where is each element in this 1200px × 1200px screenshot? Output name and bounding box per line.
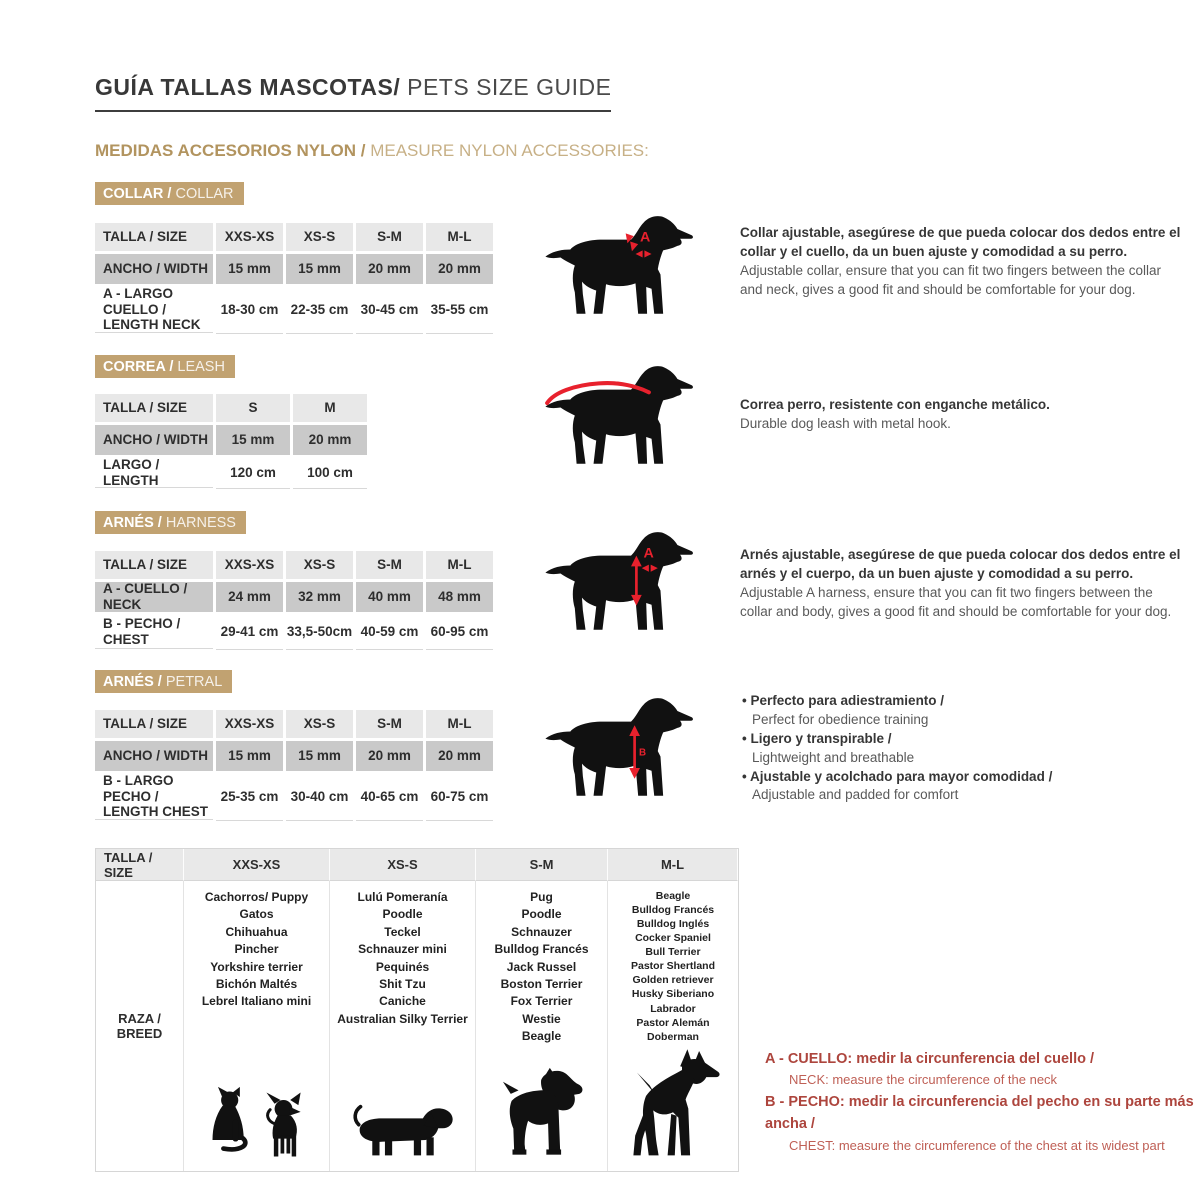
petral-badge-en: PETRAL (165, 674, 223, 690)
breed-item: Teckel (384, 924, 421, 939)
table-cell: ANCHO / WIDTH (95, 741, 213, 771)
table-cell: TALLA / SIZE (95, 394, 213, 422)
table-cell: M (293, 394, 367, 422)
breed-item: Boston Terrier (500, 976, 583, 991)
breed-item: Golden retriever (632, 974, 714, 987)
breed-header-xxs-xs: XXS-XS (184, 849, 330, 881)
table-cell: 25-35 cm (216, 774, 283, 821)
collar-description-en: Adjustable collar, ensure that you can fit two fingers between the collar and neck, gives a good fit and should be comfortable for your dog. (740, 262, 1161, 297)
note-b-en: CHEST: measure the circumference of the chest at its widest part (789, 1137, 1165, 1153)
note-a-en: NECK: measure the circumference of the neck (789, 1072, 1058, 1088)
s-m-silhouettes (496, 1065, 588, 1161)
table-cell: XS-S (286, 551, 353, 579)
petral-size-table (95, 710, 493, 821)
harness-badge-en: HARNESS (165, 515, 236, 531)
leash-description-en: Durable dog leash with metal hook. (740, 415, 951, 431)
breed-item: Pastor Alemán (636, 1016, 710, 1029)
breed-item: Fox Terrier (510, 994, 573, 1009)
table-cell: XS-S (286, 710, 353, 738)
note-b-es: B - PECHO: medir la circunferencia del pecho en su parte más ancha / (765, 1093, 1194, 1133)
collar-description-es: Collar ajustable, asegúrese de que pueda colocar dos dedos entre el collar y el cuello, da un buen ajuste y comodidad a su perro. (740, 225, 1181, 259)
note-a-es: A - CUELLO: medir la circunferencia del cuello / (765, 1051, 1095, 1067)
harness-description-en: Adjustable A harness, ensure that you can fit two fingers between the collar and body, gives a good fit and should be comfortable for your dog. (740, 584, 1172, 619)
breed-item: Lulú Pomeranía (357, 890, 448, 904)
breed-item: Schnauzer mini (358, 942, 447, 957)
breed-item: Pincher (234, 942, 279, 957)
collar-annotation-a: A (639, 229, 651, 246)
breed-header-s-m: S-M (476, 849, 608, 881)
leash-description (740, 396, 1185, 434)
leash-description-es: Correa perro, resistente con enganche metálico. (740, 397, 1050, 412)
breed-item: Shit Tzu (379, 976, 426, 991)
table-cell: 100 cm (293, 458, 367, 489)
table-cell: 40-59 cm (356, 615, 423, 650)
table-cell: S-M (356, 223, 423, 251)
table-cell: LARGO / LENGTH (95, 458, 213, 488)
table-cell: XXS-XS (216, 551, 283, 579)
breed-item: Bull Terrier (645, 946, 701, 959)
table-cell: 30-45 cm (356, 287, 423, 334)
harness-annotation-a: A (643, 545, 654, 562)
harness-description-es: Arnés ajustable, asegúrese de que pueda colocar dos dedos entre el arnés y el cuerpo, da un buen ajuste y comodidad a su perro. (740, 547, 1181, 581)
petral-badge (95, 670, 232, 693)
leash-badge-es: CORREA / (103, 359, 174, 375)
cat-icon (200, 1083, 250, 1161)
collar-description (740, 224, 1185, 300)
table-cell: 15 mm (216, 425, 290, 455)
table-cell: 15 mm (286, 254, 353, 284)
table-cell: 30-40 cm (286, 774, 353, 821)
harness-description (740, 546, 1185, 622)
collar-badge (95, 182, 244, 205)
table-cell: A - LARGO CUELLO / LENGTH NECK (95, 287, 213, 333)
breed-item: Beagle (655, 890, 691, 902)
breed-item: Doberman (647, 1030, 699, 1043)
petral-bullet-3-es: • Ajustable y acolchado para mayor comodidad / (742, 768, 1192, 787)
breed-item: Chihuahua (225, 924, 288, 939)
table-row (95, 615, 493, 650)
breed-item: Labrador (650, 1002, 696, 1015)
schnauzer-icon (496, 1065, 588, 1161)
leash-badge-en: LEASH (177, 359, 225, 375)
table-cell: TALLA / SIZE (95, 223, 213, 251)
table-cell: M-L (426, 551, 493, 579)
table-cell: 20 mm (356, 741, 423, 771)
table-cell: M-L (426, 223, 493, 251)
table-row (95, 394, 367, 422)
collar-badge-en: COLLAR (175, 186, 234, 202)
table-cell: S-M (356, 551, 423, 579)
table-cell: 20 mm (293, 425, 367, 455)
table-cell: 32 mm (286, 582, 353, 612)
page-title-es: GUÍA TALLAS MASCOTAS/ (95, 74, 401, 100)
table-cell: XS-S (286, 223, 353, 251)
petral-bullet-2-es: • Ligero y transpirable / (742, 730, 1192, 749)
table-cell: 20 mm (356, 254, 423, 284)
table-cell: 18-30 cm (216, 287, 283, 334)
leash-size-table (95, 394, 367, 489)
table-cell: 29-41 cm (216, 615, 283, 650)
harness-badge (95, 511, 246, 534)
breed-item: Bulldog Francés (631, 904, 715, 917)
table-row (95, 774, 493, 821)
table-cell: 20 mm (426, 254, 493, 284)
table-cell: B - LARGO PECHO / LENGTH CHEST (95, 774, 213, 820)
petral-bullet-1-es: • Perfecto para adiestramiento / (742, 692, 1192, 711)
breed-item: Bulldog Inglés (636, 918, 710, 931)
table-cell: 60-75 cm (426, 774, 493, 821)
xs-s-silhouettes (347, 1101, 459, 1161)
breed-cell-xxs-xs (184, 881, 330, 1171)
breed-item: Schnauzer (511, 924, 572, 939)
petral-annotation-b: B (639, 747, 647, 759)
breed-list-m-l (608, 889, 738, 1044)
breed-cell-s-m (476, 881, 608, 1171)
table-cell: 60-95 cm (426, 615, 493, 650)
breed-item: Cocker Spaniel (635, 932, 711, 945)
page-subtitle-es: MEDIDAS ACCESORIOS NYLON / (95, 141, 366, 160)
breed-item: Cachorros/ Puppy (204, 890, 309, 904)
table-row (95, 582, 493, 612)
collar-size-table (95, 223, 493, 334)
leash-dog-illustration (538, 362, 708, 478)
table-cell: S (216, 394, 290, 422)
table-cell: ANCHO / WIDTH (95, 254, 213, 284)
table-cell: M-L (426, 710, 493, 738)
table-cell: 15 mm (216, 741, 283, 771)
table-cell: 40-65 cm (356, 774, 423, 821)
breed-item: Lebrel Italiano mini (201, 994, 312, 1009)
petral-bullet-2-en: Lightweight and breathable (752, 749, 915, 765)
breed-list-s-m (476, 889, 607, 1046)
measuring-notes (765, 1048, 1200, 1156)
table-cell: TALLA / SIZE (95, 551, 213, 579)
harness-badge-es: ARNÉS / (103, 515, 162, 531)
dachshund-icon (347, 1101, 459, 1161)
table-row (95, 458, 367, 489)
petral-bullet-1-en: Perfect for obedience training (752, 711, 929, 727)
breed-item: Pastor Shertland (630, 960, 716, 973)
table-cell: 20 mm (426, 741, 493, 771)
table-row (95, 425, 367, 455)
table-row (95, 287, 493, 334)
table-cell: 15 mm (216, 254, 283, 284)
breed-item: Westie (522, 1011, 561, 1026)
table-cell: A - CUELLO / NECK (95, 582, 213, 612)
petral-dog-illustration (538, 694, 708, 810)
table-cell: 22-35 cm (286, 287, 353, 334)
collar-badge-es: COLLAR / (103, 186, 172, 202)
breed-item: Poodle (382, 907, 423, 922)
table-cell: 48 mm (426, 582, 493, 612)
breed-item: Pug (530, 890, 553, 904)
table-cell: 33,5-50cm (286, 615, 353, 650)
doberman-icon (619, 1049, 727, 1161)
petral-badge-es: ARNÉS / (103, 674, 162, 690)
table-cell: 24 mm (216, 582, 283, 612)
breed-list-xxs-xs (184, 889, 329, 1011)
page-title-en: PETS SIZE GUIDE (407, 74, 612, 100)
page-title (95, 74, 611, 112)
table-cell: S-M (356, 710, 423, 738)
table-row (95, 741, 493, 771)
table-row (95, 710, 493, 738)
page-subtitle-en: MEASURE NYLON ACCESSORIES: (370, 141, 649, 160)
breed-header-m-l: M-L (608, 849, 738, 881)
leash-badge (95, 355, 235, 378)
xxs-xs-silhouettes (200, 1083, 314, 1161)
m-l-silhouettes (619, 1049, 727, 1161)
breed-table (95, 848, 739, 1172)
breed-item: Pequinés (375, 959, 430, 974)
breed-item: Caniche (379, 994, 426, 1009)
breed-item: Gatos (239, 907, 274, 922)
table-cell: 35-55 cm (426, 287, 493, 334)
breed-header-size: TALLA / SIZE (96, 849, 184, 881)
table-row (95, 223, 493, 251)
breed-item: Bichón Maltés (215, 976, 298, 991)
breed-item: Jack Russel (506, 959, 577, 974)
table-cell: B - PECHO / CHEST (95, 615, 213, 649)
petral-bullet-3-en: Adjustable and padded for comfort (752, 787, 959, 803)
table-cell: XXS-XS (216, 223, 283, 251)
table-row (95, 254, 493, 284)
breed-cell-m-l (608, 881, 738, 1171)
petral-bullets (742, 692, 1192, 805)
table-cell: ANCHO / WIDTH (95, 425, 213, 455)
page-subtitle (95, 141, 649, 161)
breed-header-xs-s: XS-S (330, 849, 476, 881)
table-cell: TALLA / SIZE (95, 710, 213, 738)
breed-item: Husky Siberiano (631, 988, 715, 1001)
breed-item: Bulldog Francés (494, 942, 589, 957)
breed-row-label: RAZA / BREED (116, 1011, 163, 1041)
breed-item: Poodle (521, 907, 562, 922)
chihuahua-icon (256, 1091, 314, 1161)
breed-item: Yorkshire terrier (210, 959, 303, 974)
breed-item: Australian Silky Terrier (337, 1011, 468, 1026)
breed-item: Beagle (521, 1029, 562, 1044)
table-cell: 15 mm (286, 741, 353, 771)
collar-dog-illustration (538, 212, 708, 328)
table-cell: XXS-XS (216, 710, 283, 738)
table-cell: 120 cm (216, 458, 290, 489)
breed-cell-xs-s (330, 881, 476, 1171)
table-cell: 40 mm (356, 582, 423, 612)
harness-size-table (95, 551, 493, 650)
breed-list-xs-s (330, 889, 475, 1028)
harness-dog-illustration (538, 528, 708, 644)
table-row (95, 551, 493, 579)
